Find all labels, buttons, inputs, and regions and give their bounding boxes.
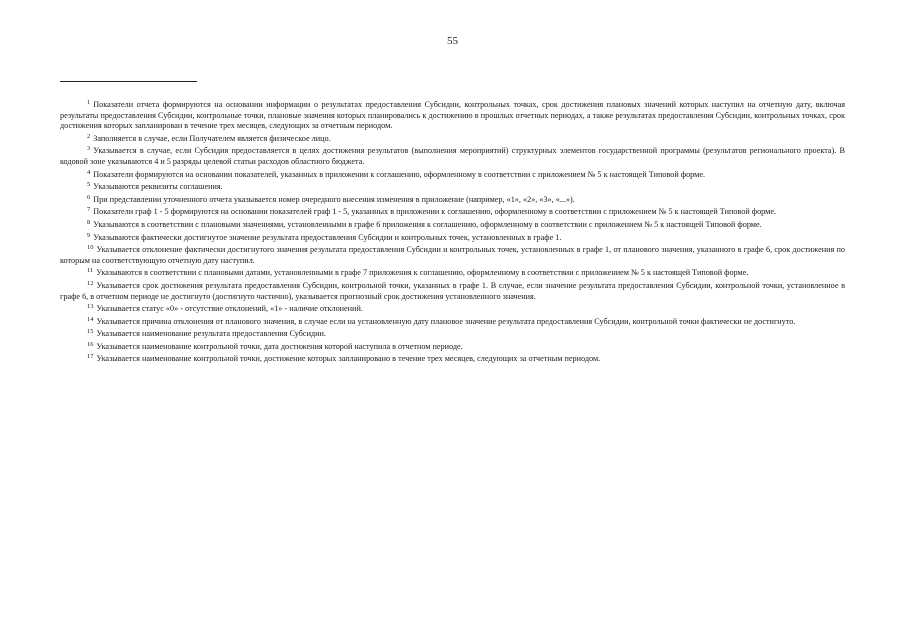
footnote-text: При представлении уточненного отчета указывается номер очередного внесения изменения в приложение (например, «1», «2», «3», «...»). bbox=[93, 194, 575, 204]
footnote-number: 3 bbox=[87, 145, 91, 153]
footnote-number: 6 bbox=[87, 193, 91, 201]
footnote-text: Показатели граф 1 - 5 формируются на основании показателей граф 1 - 5, указанных в приложении к соглашению, оформленному в соответствии с приложением № 5 к настоящей Типовой форме. bbox=[93, 207, 776, 217]
footnote-text: Указывается в случае, если Субсидия предоставляется в целях достижения результатов (выполнения мероприятий) структурных элементов государственной программы (результатов регионального проекта). В кодовой зоне указываются 4 и 5 разряды целевой статьи расходов областного бюджета. bbox=[60, 146, 845, 166]
footnote-number: 15 bbox=[87, 328, 94, 336]
footnote-text: Указываются в соответствии с плановыми значениями, установленными в графе 6 приложения к соглашению, оформленному в соответствии с приложением № 5 к настоящей Типовой форме. bbox=[93, 219, 762, 229]
footnote bbox=[60, 329, 845, 340]
footnote bbox=[60, 134, 845, 145]
footnote-number: 16 bbox=[87, 340, 94, 348]
footnote bbox=[60, 220, 845, 231]
page-number: 55 bbox=[447, 35, 458, 47]
footnote bbox=[60, 170, 845, 181]
footnote bbox=[60, 354, 845, 365]
footnote-number: 12 bbox=[87, 279, 94, 287]
footnote-text: Показатели отчета формируются на основании информации о результатах предоставления Субсидии, контрольных точках, срок достижения плановых значений которых наступил на отчетную дату, включая результаты предоставления Субсидии, контрольные точки, плановые значения которых планировались к достижению в прошлых отчетных периодах, а также результатах предоставления Субсидии, контрольных точках, срок достижения которых запланирован в течение трех месяцев, следующих за отчетным периодом. bbox=[60, 100, 845, 131]
footnote-number: 7 bbox=[87, 206, 91, 214]
footnote-number: 10 bbox=[87, 244, 94, 252]
footnote-number: 13 bbox=[87, 303, 94, 311]
footnote bbox=[60, 100, 845, 132]
footnote-text: Указывается срок достижения результата предоставления Субсидии, контрольной точки, указанных в графе 1. В случае, если значение результата предоставления Субсидии, контрольной точки, установленное в графе 6, в отчетном периоде не достигнуто (достигнуто частично), указывается прогнозный срок достижения установленного значения. bbox=[60, 280, 845, 301]
footnote-text: Указываются в соответствии с плановыми датами, установленными в графе 7 приложения к соглашению, оформленному в соответствии с приложением № 5 к настоящей Типовой форме. bbox=[96, 268, 749, 278]
footnote-text: Указывается наименование контрольной точки, достижение которых запланировано в течение трех месяцев, следующих за отчетным периодом. bbox=[96, 354, 601, 364]
footnote-number: 11 bbox=[87, 267, 94, 275]
footnote-text: Указывается отклонение фактически достигнутого значения результата предоставления Субсидии и контрольных точек, установленных в графе 1, от планового значения, указанного в графе 6, срок достижения по которым на соответствующую отчетную дату наступил. bbox=[60, 245, 845, 265]
footnote bbox=[60, 182, 845, 193]
footnote-number: 2 bbox=[87, 132, 91, 140]
footnote-text: Указывается наименование контрольной точки, дата достижения которой наступила в отчетном периоде. bbox=[96, 341, 463, 351]
footnote-text: Указывается статус «0» - отсутствие отклонений, «1» - наличие отклонений. bbox=[96, 304, 363, 314]
footnote bbox=[60, 207, 845, 218]
footnote-number: 17 bbox=[87, 353, 94, 361]
footnote-number: 14 bbox=[87, 315, 94, 323]
footnote-text: Заполняется в случае, если Получателем является физическое лицо. bbox=[93, 133, 331, 143]
footnote bbox=[60, 317, 845, 328]
footnote-number: 4 bbox=[87, 168, 91, 176]
footnote-separator bbox=[60, 81, 197, 82]
footnote-text: Указывается причина отклонения от планового значения, в случае если на установленную дату плановое значение результата предоставления Субсидии, контрольной точки фактически не достигнуто. bbox=[96, 316, 796, 326]
footnote bbox=[60, 195, 845, 206]
footnote-text: Показатели формируются на основании показателей, указанных в приложении к соглашению, оформленному в соответствии с приложением № 5 к настоящей Типовой форме. bbox=[93, 169, 706, 179]
footnote-number: 5 bbox=[87, 181, 91, 189]
footnote-number: 9 bbox=[87, 231, 91, 239]
footnote bbox=[60, 342, 845, 353]
footnote bbox=[60, 268, 845, 279]
footnote bbox=[60, 245, 845, 266]
footnote bbox=[60, 146, 845, 167]
footnotes-list bbox=[60, 100, 845, 367]
footnote-text: Указываются реквизиты соглашения. bbox=[93, 182, 223, 192]
footnote bbox=[60, 233, 845, 244]
footnote-number: 1 bbox=[87, 99, 91, 106]
footnote-text: Указываются фактически достигнутое значение результата предоставления Субсидии и контрольных точек, установленных в графе 1. bbox=[93, 232, 562, 242]
footnote bbox=[60, 304, 845, 315]
footnote-number: 8 bbox=[87, 218, 91, 226]
footnote-text: Указывается наименование результата предоставления Субсидии. bbox=[96, 329, 326, 339]
footnote bbox=[60, 281, 845, 302]
